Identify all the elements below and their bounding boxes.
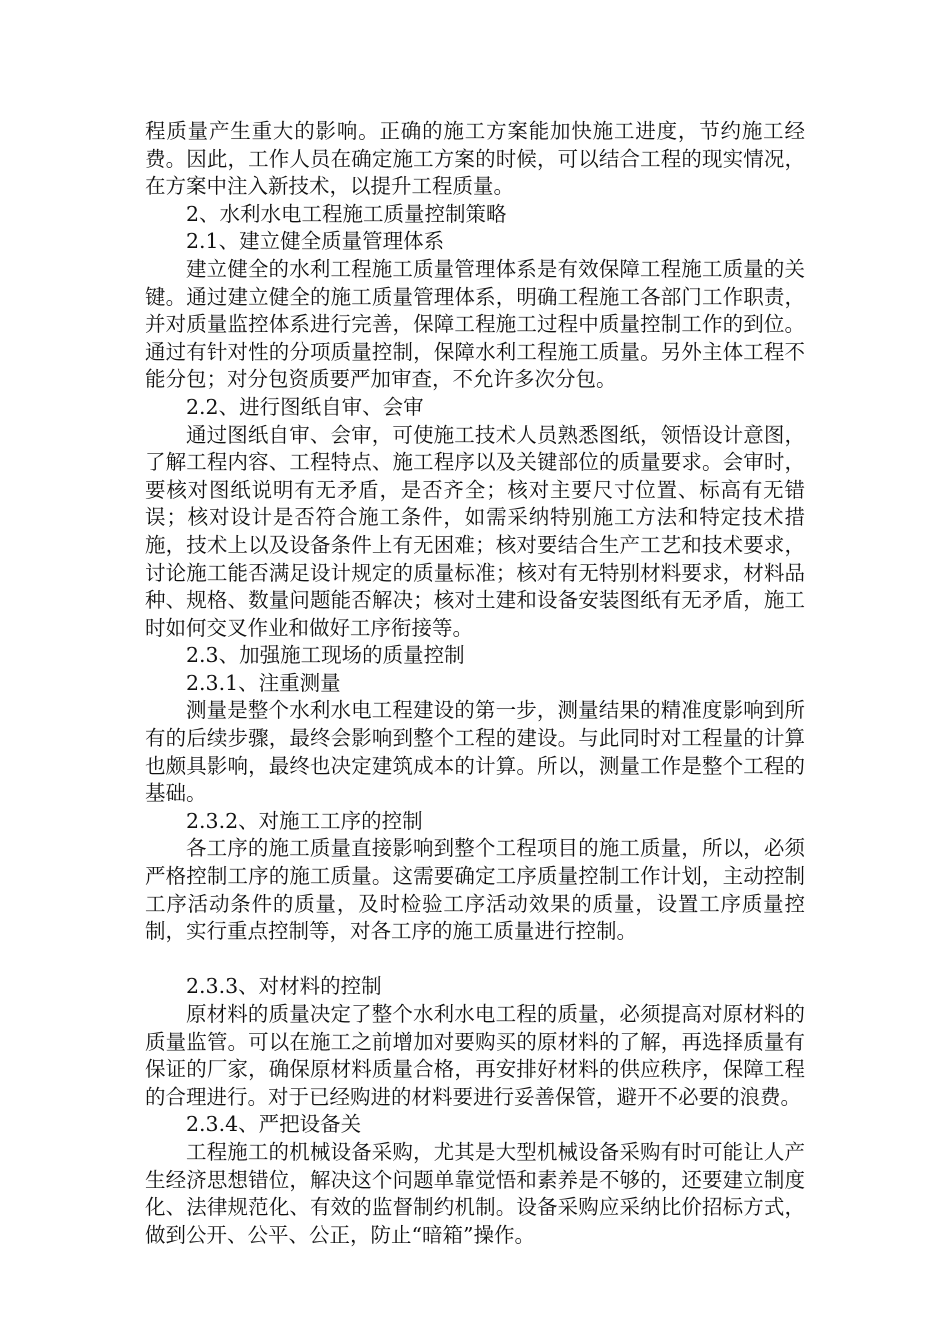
section-heading-2: 2、水利水电工程施工质量控制策略	[186, 201, 507, 226]
paragraph-process-control: 各工序的施工质量直接影响到整个工程项目的施工质量，所以，必须严格控制工序的施工质量。这需要确定工序质量控制工作计划，主动控制工序活动条件的质量，及时检验工序活动效果的质量，设置工序质量控制，实行重点控制等，对各工序的施工质量进行控制。	[145, 836, 805, 944]
subsection-heading-2-3-4: 2.3.4、严把设备关	[186, 1112, 362, 1137]
subsection-heading-2-3-2: 2.3.2、对施工工序的控制	[186, 808, 423, 833]
paragraph-equipment-control: 工程施工的机械设备采购，尤其是大型机械设备采购有时可能让人产生经济思想错位，解决这个问题单靠觉悟和素养是不够的，还要建立制度化、法律规范化、有效的监督制约机制。设备采购应采纳比价招标方式，做到公开、公平、公正，防止“暗箱”操作。	[145, 1139, 805, 1247]
subsection-heading-2-3-1: 2.3.1、注重测量	[186, 670, 341, 695]
paragraph-continued: 程质量产生重大的影响。正确的施工方案能加快施工进度，节约施工经费。因此，工作人员在确定施工方案的时候，可以结合工程的现实情况，在方案中注入新技术，以提升工程质量。	[145, 119, 805, 199]
subsection-heading-2-1: 2.1、建立健全质量管理体系	[186, 229, 445, 254]
subsection-heading-2-2: 2.2、进行图纸自审、会审	[186, 394, 424, 419]
subsection-heading-2-3: 2.3、加强施工现场的质量控制	[186, 643, 465, 668]
paragraph-measurement: 测量是整个水利水电工程建设的第一步，测量结果的精准度影响到所有的后续步骤，最终会影响到整个工程的建设。与此同时对工程量的计算也颇具影响，最终也决定建筑成本的计算。所以，测量工作是整个工程的基础。	[145, 698, 805, 806]
document-page	[145, 118, 805, 1249]
paragraph-material-control: 原材料的质量决定了整个水利水电工程的质量，必须提高对原材料的质量监管。可以在施工之前增加对要购买的原材料的了解，再选择质量有保证的厂家，确保原材料质量合格，再安排好材料的供应秩序，保障工程的合理进行。对于已经购进的材料要进行妥善保管，避开不必要的浪费。	[145, 1002, 805, 1109]
subsection-heading-2-3-3: 2.3.3、对材料的控制	[186, 974, 382, 999]
paragraph-quality-system: 建立健全的水利工程施工质量管理体系是有效保障工程施工质量的关键。通过建立健全的施工质量管理体系，明确工程施工各部门工作职责，并对质量监控体系进行完善，保障工程施工过程中质量控制工作的到位。通过有针对性的分项质量控制，保障水利工程施工质量。另外主体工程不能分包；对分包资质要严加审查，不允许多次分包。	[145, 256, 805, 392]
paragraph-drawing-review: 通过图纸自审、会审，可使施工技术人员熟悉图纸，领悟设计意图，了解工程内容、工程特点、施工程序以及关键部位的质量要求。会审时，要核对图纸说明有无矛盾，是否齐全；核对主要尺寸位置、标高有无错误；核对设计是否符合施工条件，如需采纳特别施工方法和特定技术措施，技术上以及设备条件上有无困难；核对要结合生产工艺和技术要求，讨论施工能否满足设计规定的质量标准；核对有无特别材料要求，材料品种、规格、数量问题能否解决；核对土建和设备安装图纸有无矛盾，施工时如何交叉作业和做好工序衔接等。	[145, 422, 805, 640]
